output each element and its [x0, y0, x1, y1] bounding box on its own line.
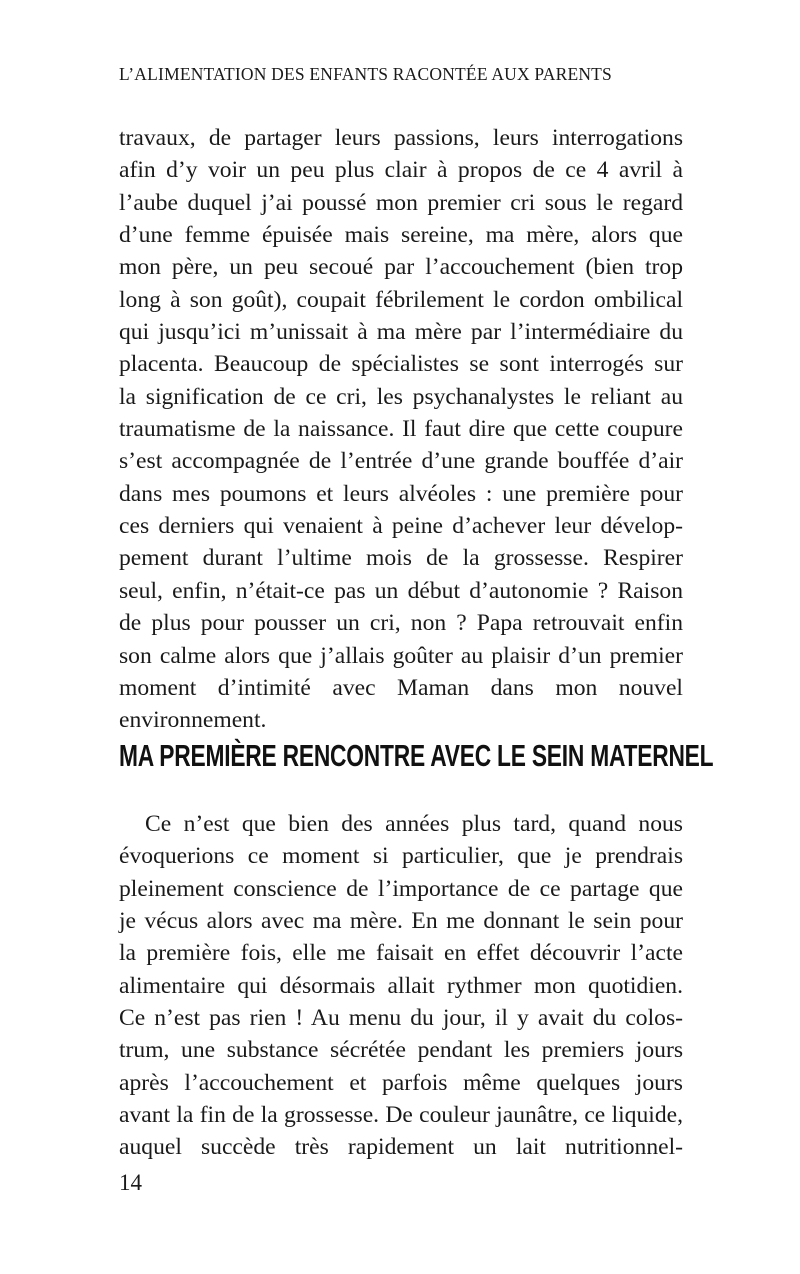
text-line: Ce n’est pas rien ! Au menu du jour, il y avait du colos-	[119, 1005, 683, 1032]
text-line: long à son goût), coupait fébrilement le cordon ombilical	[119, 286, 683, 313]
text-line: auquel succède très rapidement un lait nutritionnel-	[119, 1134, 683, 1161]
text-line: après l’accouchement et parfois même quelques jours	[119, 1069, 683, 1096]
text-line: travaux, de partager leurs passions, leurs interrogations	[119, 125, 683, 151]
text-line: évoquerions ce moment si particulier, que je prendrais	[119, 843, 683, 870]
text-line: je vécus alors avec ma mère. En me donnant le sein pour	[119, 908, 683, 935]
text-line: Ce n’est que bien des années plus tard, quand nous	[145, 811, 683, 837]
text-line: seul, enfin, n’était-ce pas un début d’autonomie ? Raison	[119, 577, 683, 604]
text-line: afin d’y voir un peu plus clair à propos de ce 4 avril à	[119, 157, 683, 184]
text-line: l’aube duquel j’ai poussé mon premier cri sous le regard	[119, 189, 683, 216]
text-line: son calme alors que j’allais goûter au plaisir d’un premier	[119, 642, 683, 669]
page-number: 14	[119, 1170, 142, 1195]
text-line: la signification de ce cri, les psychanalystes le reliant au	[119, 383, 683, 410]
text-line: moment d’intimité avec Maman dans mon nouvel	[119, 674, 683, 701]
text-line: d’une femme épuisée mais sereine, ma mère, alors que	[119, 222, 683, 249]
text-line: s’est accompagnée de l’entrée d’une grande bouffée d’air	[119, 448, 683, 475]
section-heading: MA PREMIÈRE RENCONTRE AVEC LE SEIN MATERNEL	[119, 738, 714, 773]
text-line: avant la fin de la grossesse. De couleur jaunâtre, ce liquide,	[119, 1102, 683, 1129]
text-line: pement durant l’ultime mois de la grossesse. Respirer	[119, 545, 683, 572]
text-line: alimentaire qui désormais allait rythmer mon quotidien.	[119, 972, 683, 999]
text-line: de plus pour pousser un cri, non ? Papa retrouvait enfin	[119, 610, 683, 637]
text-line: qui jusqu’ici m’unissait à ma mère par l’intermédiaire du	[119, 319, 683, 346]
text-line: trum, une substance sécrétée pendant les premiers jours	[119, 1037, 683, 1064]
running-head: L’ALIMENTATION DES ENFANTS RACONTÉE AUX PARENTS	[119, 64, 612, 84]
text-line: mon père, un peu secoué par l’accouchement (bien trop	[119, 254, 683, 281]
text-line: la première fois, elle me faisait en effet découvrir l’acte	[119, 940, 683, 967]
paragraph-2	[119, 808, 683, 1164]
text-line: placenta. Beaucoup de spécialistes se sont interrogés sur	[119, 351, 683, 378]
text-line: pleinement conscience de l’importance de ce partage que	[119, 875, 683, 902]
paragraph-1	[119, 122, 683, 737]
text-line: environnement.	[119, 707, 267, 734]
text-line: ces derniers qui venaient à peine d’achever leur dévelop-	[119, 513, 683, 540]
text-line: dans mes poumons et leurs alvéoles : une première pour	[119, 480, 683, 507]
text-line: traumatisme de la naissance. Il faut dire que cette coupure	[119, 416, 683, 443]
